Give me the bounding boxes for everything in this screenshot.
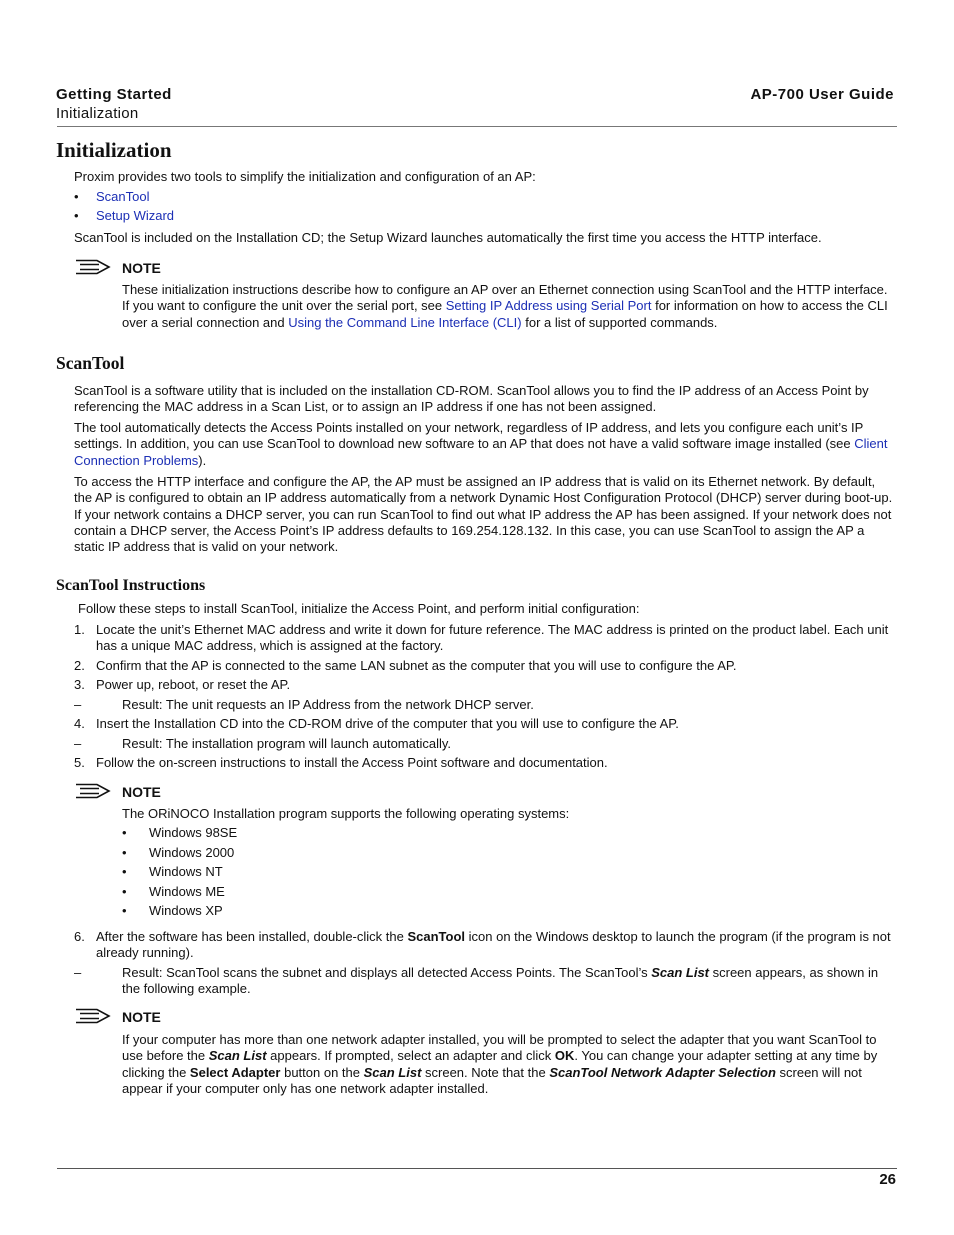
footer-rule (57, 1168, 897, 1169)
paragraph-text: The tool automatically detects the Access Points installed on your network, regardless of IP address, and lets you configure each unit’s IP settings. In addition, you can use ScanTool to download new software to an AP that does not have a valid software image installed (see (74, 420, 864, 452)
bullet-icon: • (122, 884, 127, 899)
scantool-term: ScanTool (407, 929, 466, 944)
step-item (74, 755, 896, 771)
step-text: Insert the Installation CD into the CD-ROM drive of the computer that you will use to configure the AP. (96, 716, 679, 731)
bullet-icon: • (122, 864, 127, 879)
step-number: 6. (74, 929, 85, 944)
os-name: Windows NT (149, 864, 223, 879)
result-item (74, 736, 896, 752)
header-subsection: Initialization (56, 105, 139, 122)
note-label: NOTE (122, 784, 161, 800)
bullet-icon: • (74, 189, 79, 204)
step-text: Confirm that the AP is connected to the same LAN subnet as the computer that you will use to configure the AP. (96, 658, 737, 673)
serial-port-link[interactable]: Setting IP Address using Serial Port (445, 298, 652, 314)
note-text: button on the (280, 1064, 364, 1080)
scantool-paragraph-3: To access the HTTP interface and configure the AP, the AP must be assigned an IP address that is valid on its Ethernet network. By default, the AP is configured to obtain an IP address automatically from a network Dynamic Host Configuration Protocol (DHCP) server during boot-up. If your network contains a DHCP server, you can run ScanTool to find out what IP address the AP has been assigned. If your network does not contain a DHCP server, the Access Point’s IP address defaults to 169.254.128.132. In this case, you can use ScanTool to assign the AP a static IP address that is valid on your network. (74, 474, 893, 555)
page-number: 26 (879, 1171, 896, 1188)
step-item (74, 716, 896, 732)
install-paragraph: ScanTool is included on the Installation CD; the Setup Wizard launches automatically the first time you access the HTTP interface. (74, 230, 822, 245)
note-text: screen will not appear if your computer only has one network adapter installed. (122, 1064, 862, 1096)
adapter-selection-term: ScanTool Network Adapter Selection (549, 1064, 776, 1080)
bullet-icon: • (74, 208, 79, 223)
scan-list-term: Scan List (363, 1064, 422, 1080)
note-text: screen. Note that the (421, 1064, 550, 1080)
scantool-paragraph-2 (74, 420, 896, 469)
step-text: Follow the on-screen instructions to install the Access Point software and documentation. (96, 755, 608, 770)
result-text: Result: The unit requests an IP Address from the network DHCP server. (122, 697, 534, 712)
os-name: Windows XP (149, 903, 223, 918)
bullet-icon: • (122, 903, 127, 918)
bullet-icon: • (122, 825, 127, 840)
note-text: . You can change your adapter setting at any time by clicking the (122, 1048, 878, 1080)
step-item (74, 658, 896, 674)
os-name: Windows 2000 (149, 845, 235, 860)
client-connection-link[interactable]: Client Connection Problems (74, 436, 888, 468)
ok-term: OK (554, 1048, 575, 1064)
intro-paragraph: Proxim provides two tools to simplify the initialization and configuration of an AP: (74, 169, 536, 184)
step-item (74, 677, 896, 693)
scantool-heading: ScanTool (56, 353, 125, 373)
step-text: Power up, reboot, or reset the AP. (96, 677, 291, 692)
dash-mark: – (74, 736, 82, 751)
scantool-link[interactable]: ScanTool (96, 189, 150, 204)
note-text: These initialization instructions describe how to configure an AP over an Ethernet connection using ScanTool and the HTTP interface. If you want to configure the unit over the serial port, see (122, 282, 888, 314)
result-text (122, 965, 896, 998)
scantool-paragraph-1: ScanTool is a software utility that is included on the installation CD-ROM. ScanTool allows you to find the IP address of an Access Point by referencing the MAC address in a Scan List, or to assign an IP address if one has not been assigned. (74, 383, 869, 415)
page-title: Initialization (56, 138, 172, 162)
note-text: appears. If prompted, select an adapter and click (266, 1048, 555, 1064)
note-arrow-icon (75, 259, 111, 275)
note-arrow-icon (75, 783, 111, 799)
instructions-heading: ScanTool Instructions (56, 577, 206, 594)
note-text: If your computer has more than one network adapter installed, you will be prompted to select the adapter that you want ScanTool to use before the (122, 1032, 877, 1064)
dash-mark: – (74, 697, 82, 712)
note-text: for information on how to access the CLI over a serial connection and (122, 298, 888, 330)
os-name: Windows 98SE (149, 825, 238, 840)
step-text (96, 929, 896, 962)
header-rule (57, 126, 897, 127)
result-text: Result: The installation program will launch automatically. (122, 736, 452, 751)
step-number: 5. (74, 755, 85, 770)
step-number: 4. (74, 716, 85, 731)
step-number: 1. (74, 622, 85, 637)
setup-wizard-link[interactable]: Setup Wizard (96, 208, 175, 223)
instructions-intro: Follow these steps to install ScanTool, initialize the Access Point, and perform initial configuration: (78, 601, 640, 616)
step-item (74, 929, 896, 962)
result-text-part: Result: ScanTool scans the subnet and displays all detected Access Points. The ScanTool’s (122, 965, 652, 980)
note-body: The ORiNOCO Installation program supports the following operating systems: (122, 806, 570, 821)
result-text-part: screen appears, as shown in the following example. (122, 965, 879, 997)
note-label: NOTE (122, 1009, 161, 1025)
note-label: NOTE (122, 260, 161, 276)
cli-link[interactable]: Using the Command Line Interface (CLI) (288, 314, 522, 330)
select-adapter-term: Select Adapter (189, 1064, 281, 1080)
step-text: Locate the unit’s Ethernet MAC address and write it down for future reference. The MAC address is printed on the product label. Each unit has a unique MAC address, which is assigned at the factory. (96, 622, 889, 654)
header-section: Getting Started (56, 86, 172, 103)
step-text-part: icon on the Windows desktop to launch the program (if the program is not already running). (96, 929, 891, 961)
step-number: 2. (74, 658, 85, 673)
step-number: 3. (74, 677, 85, 692)
running-header (56, 85, 172, 123)
result-item (74, 697, 896, 713)
paragraph-text: ). (198, 452, 207, 468)
note-text: for a list of supported commands. (521, 314, 718, 330)
result-item (74, 965, 896, 998)
scan-list-term: Scan List (651, 965, 710, 980)
header-guide-title: AP-700 User Guide (750, 86, 894, 103)
note-body (122, 1032, 896, 1097)
bullet-icon: • (122, 845, 127, 860)
os-name: Windows ME (149, 884, 225, 899)
step-text-part: After the software has been installed, double-click the (96, 929, 408, 944)
note-arrow-icon (75, 1008, 111, 1024)
scan-list-term: Scan List (208, 1048, 267, 1064)
note-body (122, 282, 896, 331)
step-item (74, 622, 896, 655)
dash-mark: – (74, 965, 82, 980)
